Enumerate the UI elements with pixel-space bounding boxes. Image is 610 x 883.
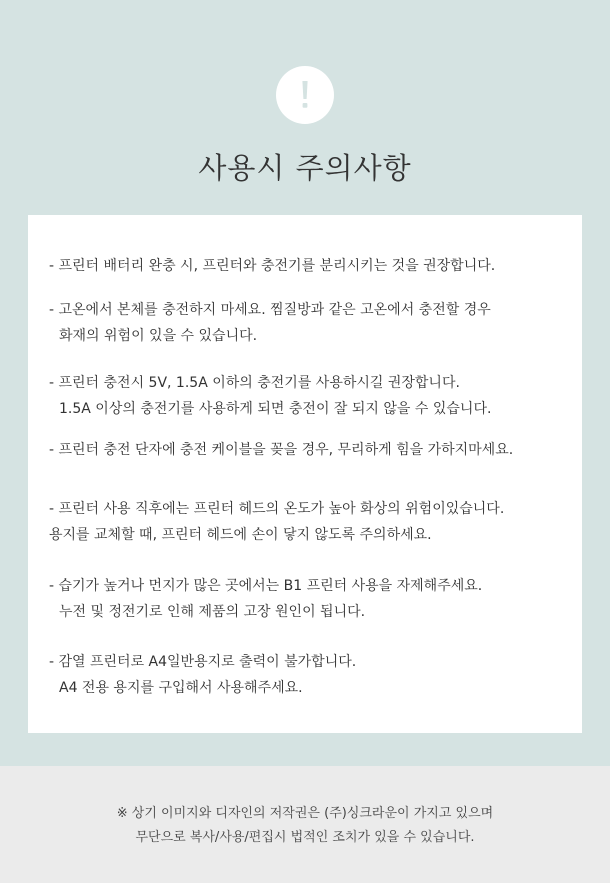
notice-item-battery	[49, 253, 574, 279]
notice-item-charger-spec	[49, 370, 574, 422]
exclamation-icon	[276, 66, 334, 124]
notice-line: 화재의 위험이 있을 수 있습니다.	[59, 328, 258, 344]
notice-line: - 고온에서 본체를 충전하지 마세요. 찜질방과 같은 고온에서 충전할 경우	[49, 302, 491, 318]
page-title: 사용시 주의사항	[198, 151, 412, 185]
notice-item-charging-port	[49, 437, 574, 463]
copyright-line: ※ 상기 이미지와 디자인의 저작권은 (주)싱크라운이 가지고 있으며	[116, 806, 494, 821]
notice-line: 용지를 교체할 때, 프린터 헤드에 손이 닿지 않도록 주의하세요.	[49, 527, 432, 543]
notice-line: - 프린터 배터리 완충 시, 프린터와 충전기를 분리시키는 것을 권장합니다.	[49, 258, 496, 274]
notice-line: - 프린터 충전시 5V, 1.5A 이하의 충전기를 사용하시길 권장합니다.	[49, 375, 460, 391]
notice-line: - 습기가 높거나 먼지가 많은 곳에서는 B1 프린터 사용을 자제해주세요.	[49, 578, 483, 594]
copyright-footer	[0, 766, 610, 883]
notice-item-humidity	[49, 573, 574, 625]
notice-item-heat-charging	[49, 297, 574, 349]
notice-item-paper	[49, 649, 574, 701]
copyright-line: 무단으로 복사/사용/편집시 법적인 조치가 있을 수 있습니다.	[135, 830, 475, 845]
notice-line: - 감열 프린터로 A4일반용지로 출력이 불가합니다.	[49, 654, 357, 670]
notice-line: - 프린터 충전 단자에 충전 케이블을 꽂을 경우, 무리하게 힘을 가하지마세요.	[49, 442, 514, 458]
notice-line: 누전 및 정전기로 인해 제품의 고장 원인이 됩니다.	[59, 604, 366, 620]
notice-line: A4 전용 용지를 구입해서 사용해주세요.	[59, 680, 303, 696]
notice-item-print-head-heat	[49, 496, 574, 548]
copyright-notice	[0, 802, 610, 850]
notice-line: - 프린터 사용 직후에는 프린터 헤드의 온도가 높아 화상의 위험이있습니다.	[49, 501, 505, 517]
notice-line: 1.5A 이상의 충전기를 사용하게 되면 충전이 잘 되지 않을 수 있습니다.	[59, 401, 492, 417]
notice-card	[28, 215, 582, 733]
